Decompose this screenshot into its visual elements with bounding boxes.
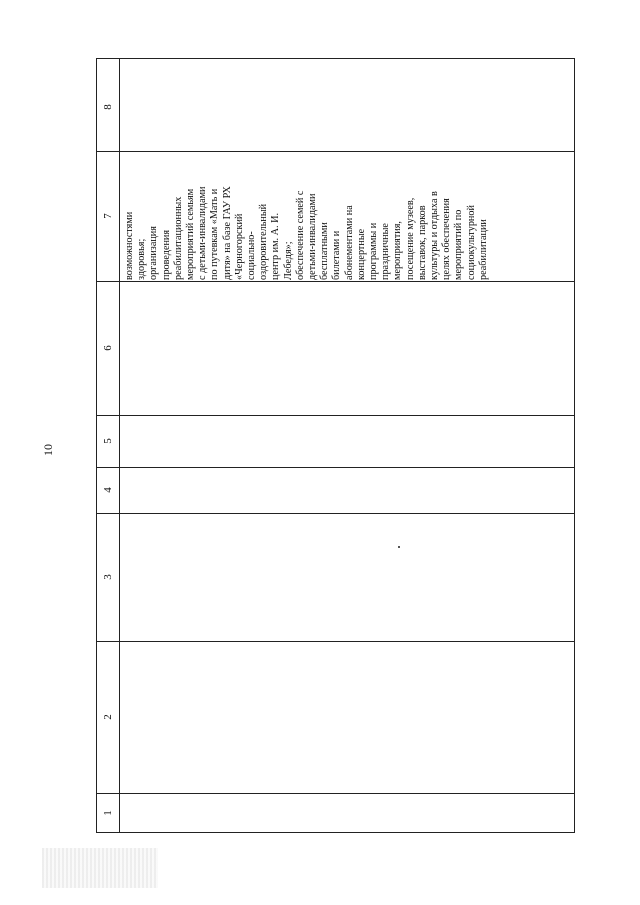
column-7-line: реабилитации: [477, 219, 489, 280]
column-7-line: социально-: [246, 231, 258, 280]
column-7-line: обеспечение семей с: [294, 190, 306, 280]
column-7-line: выставок, парков: [416, 205, 428, 280]
column-7-line: детьми-инвалидами: [307, 193, 319, 280]
column-7-line: организация: [148, 226, 160, 280]
column-divider: [97, 151, 574, 152]
column-7-line: центр им. А. И.: [270, 213, 282, 280]
column-7-line: с детьми-инвалидами: [197, 186, 209, 280]
column-7-line: посещение музеев,: [404, 197, 416, 280]
column-7-line: праздничные: [380, 223, 392, 280]
column-7-line: концертные: [355, 228, 367, 280]
column-divider: [97, 793, 574, 794]
column-7-line: целях обеспечения: [441, 198, 453, 280]
column-divider: [97, 513, 574, 514]
column-7-line: Лебедя»;: [282, 241, 294, 280]
column-7-line: социокультурной: [465, 205, 477, 280]
column-divider: [97, 415, 574, 416]
column-divider: [97, 467, 574, 468]
column-7-line: мероприятия,: [392, 221, 404, 280]
column-number-7: 7: [102, 213, 114, 219]
column-7-line: мероприятий по: [453, 209, 465, 280]
scan-stamp-mark: [42, 848, 158, 888]
scan-speck: [398, 546, 400, 548]
column-7-line: по путевкам «Мать и: [209, 188, 221, 280]
column-number-6: 6: [102, 345, 114, 351]
column-7-line: мероприятий семьям: [185, 188, 197, 280]
column-number-8: 8: [102, 104, 114, 110]
column-7-line: бесплатными: [319, 222, 331, 280]
column-7-line: дитя» на базе ГАУ РХ: [221, 186, 233, 280]
column-7-line: возможностями: [124, 211, 135, 280]
column-number-3: 3: [102, 574, 114, 580]
column-7-content: [124, 154, 490, 280]
column-7-line: реабилитационных: [172, 196, 184, 280]
column-7-line: билетами и: [331, 230, 343, 280]
column-divider: [97, 641, 574, 642]
column-7-line: программы и: [368, 222, 380, 280]
column-7-line: оздоровительный: [258, 203, 270, 280]
header-divider: [119, 59, 120, 832]
column-7-line: культуры и отдыха в: [429, 191, 441, 280]
column-number-1: 1: [102, 810, 114, 816]
column-divider: [97, 281, 574, 282]
column-7-line: абонементами на: [343, 205, 355, 280]
column-number-5: 5: [102, 438, 114, 444]
page-number: 10: [41, 444, 55, 456]
column-number-2: 2: [102, 714, 114, 720]
column-7-line: «Черногорский: [233, 213, 245, 280]
column-7-line: здоровья;: [136, 238, 148, 280]
column-7-line: проведения: [160, 229, 172, 280]
column-number-4: 4: [102, 487, 114, 493]
